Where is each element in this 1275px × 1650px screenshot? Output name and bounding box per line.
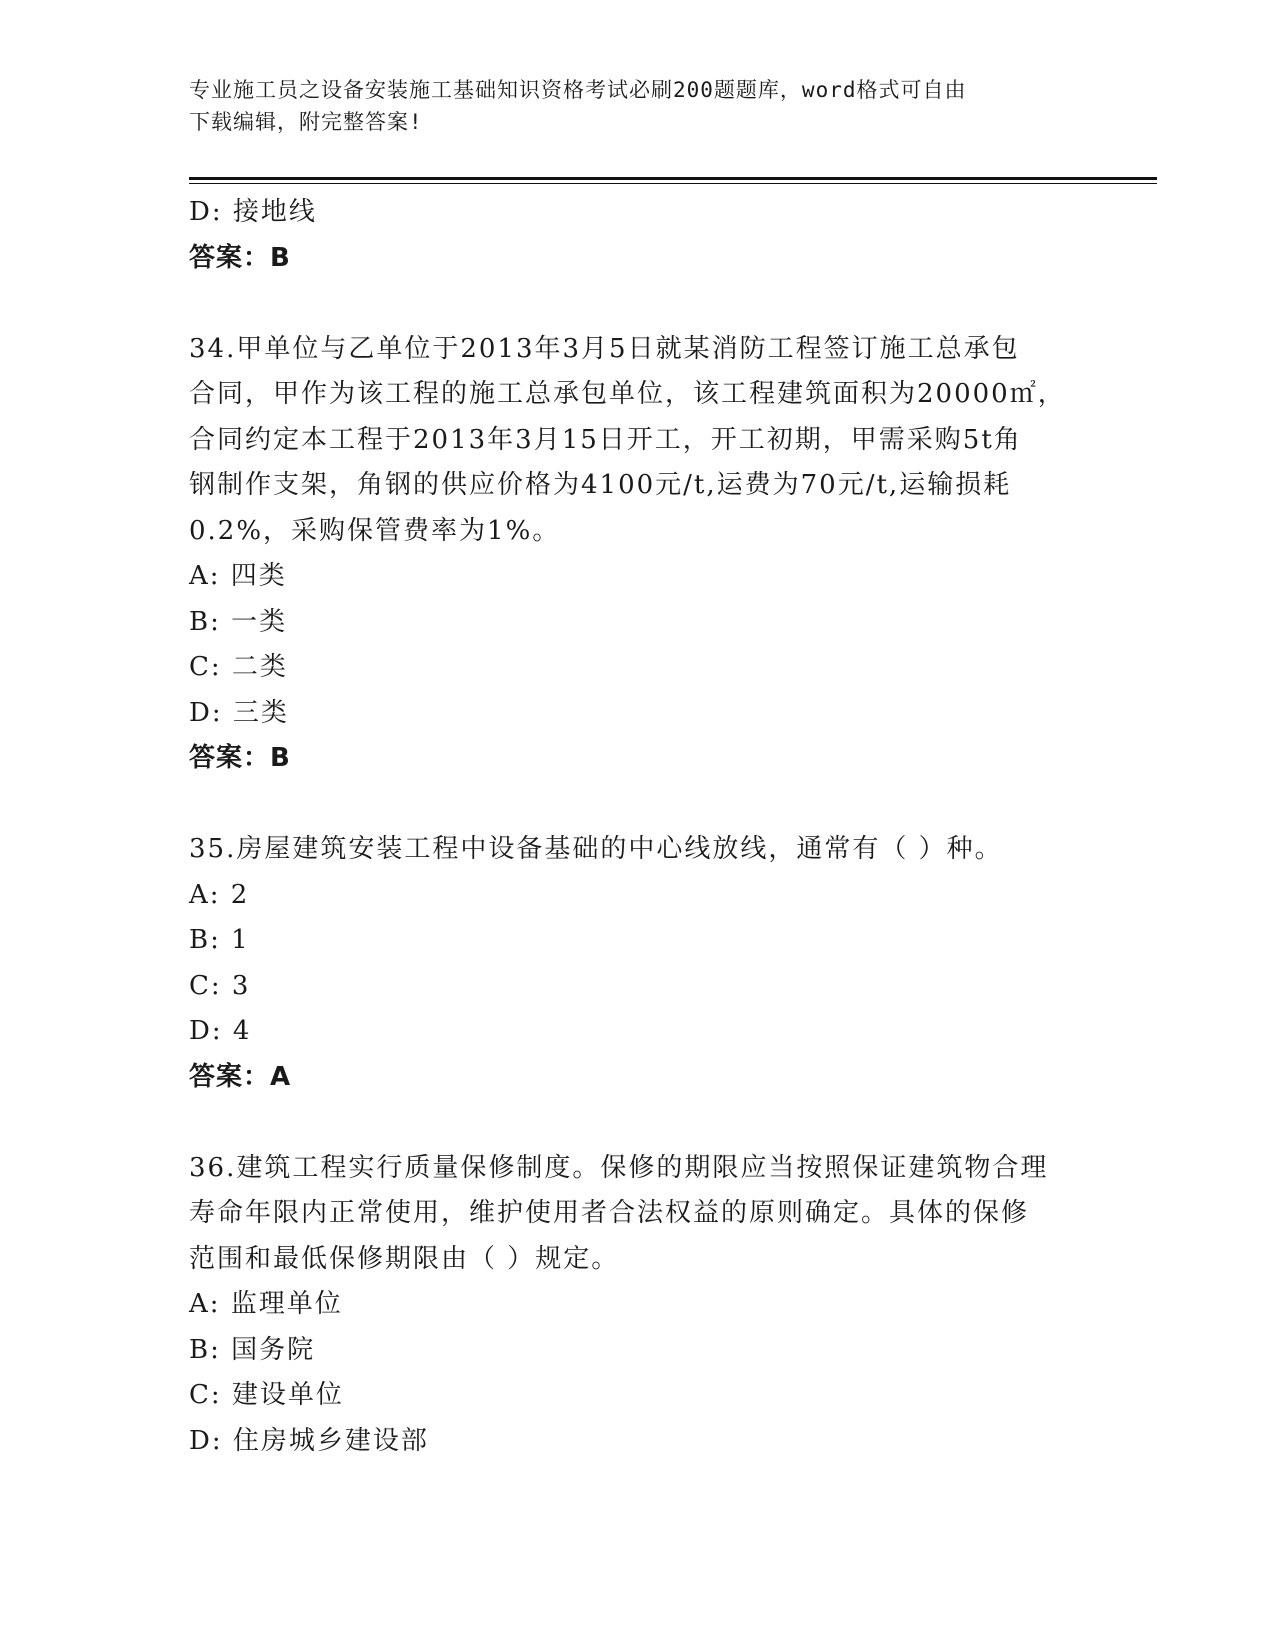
question-34-option-a: A: 四类 [189,561,287,591]
question-35-option-d: D: 4 [189,1016,252,1046]
question-36-option-a: A: 监理单位 [189,1289,343,1319]
spacer [189,281,1089,327]
question-34-option-d: D: 三类 [189,697,289,728]
question-36-option-b: B: 国务院 [189,1334,316,1365]
header-line-1: 专业施工员之设备安装施工基础知识资格考试必刷200题题库，word格式可自由 [189,78,967,102]
question-36-option-c: C: 建设单位 [189,1380,344,1410]
header-divider-thin [189,183,1157,184]
question-35-text-1: 35.房屋建筑安装工程中设备基础的中心线放线，通常有（ ）种。 [189,834,1003,864]
question-34-text-4: 钢制作支架，角钢的供应价格为4100元/t,运费为70元/t,运输损耗 [189,470,1012,500]
question-35-option-c: C: 3 [189,970,251,1001]
question-36 [189,1146,1089,1465]
question-34-option-c: C: 二类 [189,652,288,682]
question-35-option-b: B: 1 [189,925,250,955]
question-35 [189,827,1089,1100]
question-34-answer: 答案：B [189,743,291,773]
question-34-text-2: 合同，甲作为该工程的施工总承包单位，该工程建筑面积为20000㎡， [189,379,1066,409]
question-list [189,190,1089,1464]
question-36-text-1: 36.建筑工程实行质量保修制度。保修的期限应当按照保证建筑物合理 [189,1152,1049,1183]
question-34-text-3: 合同约定本工程于2013年3月15日开工，开工初期，甲需采购5t角 [189,424,1022,455]
question-36-option-d: D: 住房城乡建设部 [189,1425,429,1456]
spacer [189,1100,1089,1146]
question-36-text-2: 寿命年限内正常使用，维护使用者合法权益的原则确定。具体的保修 [189,1198,1030,1228]
question-34-text-5: 0.2%，采购保管费率为1%。 [189,515,561,546]
question-34-text-1: 34.甲单位与乙单位于2013年3月5日就某消防工程签订施工总承包 [189,333,1020,364]
question-34-option-b: B: 一类 [189,606,288,637]
document-header [189,74,1069,138]
question-35-answer: 答案：A [189,1061,292,1092]
prev-option-d: D: 接地线 [189,197,317,227]
prev-answer: 答案：B [189,242,291,273]
question-35-option-a: A: 2 [189,879,250,910]
question-36-text-3: 范围和最低保修期限由（ ）规定。 [189,1243,620,1274]
header-divider-thick [189,177,1157,180]
header-line-2: 下载编辑，附完整答案! [189,110,423,134]
question-34 [189,327,1089,782]
spacer [189,782,1089,828]
